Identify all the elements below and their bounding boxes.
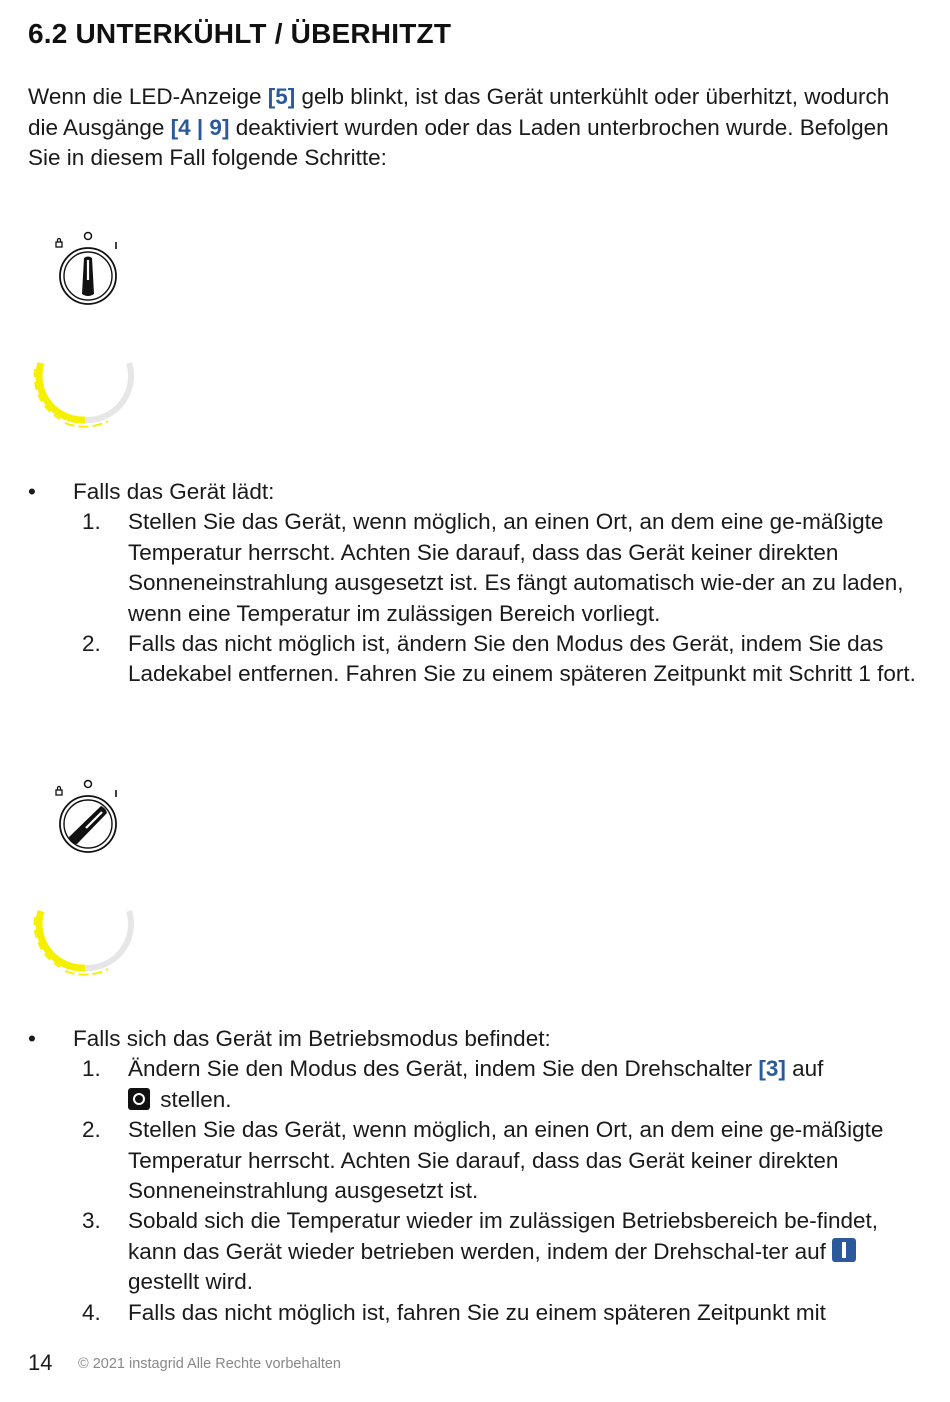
step-number: 1.	[82, 1056, 101, 1082]
reference-outputs: [4 | 9]	[170, 114, 230, 140]
step-text: Ändern Sie den Modus des Gerät, indem Sie den Drehschalter	[128, 1056, 759, 1082]
section-charging	[28, 477, 918, 690]
step-text: Falls das nicht möglich ist, fahren Sie zu einem späteren Zeitpunkt mit	[128, 1299, 826, 1325]
list-item	[28, 629, 918, 690]
bullet-dot: •	[28, 1026, 36, 1051]
step-text: Stellen Sie das Gerät, wenn möglich, an einen Ort, an dem eine ge-mäßigte Temperatur herrscht. Achten Sie darauf, dass das Gerät keiner direkten Sonneneinstrahlung ausgesetzt ist. Es fängt automatisch wie-der an zu laden, wenn eine Temperatur im zulässigen Bereich vorliegt.	[128, 509, 904, 626]
intro-text-1: Wenn die LED-Anzeige	[28, 84, 268, 109]
bullet-item	[28, 1024, 918, 1054]
intro-text-3: deaktiviert wurden oder das Laden unterbrochen wurde. Befolgen Sie in diesem Fall folgende Schritte:	[28, 114, 889, 170]
step-text: gestellt wird.	[128, 1269, 254, 1295]
step-number: 4.	[82, 1299, 101, 1325]
rotary-switch-diagonal-icon	[50, 776, 130, 856]
step-number: 1.	[82, 509, 101, 535]
step-text: Sobald sich die Temperatur wieder im zulässigen Betriebsbereich be-findet, kann das Gerät wieder betrieben werden, indem der Drehschal-ter auf	[128, 1208, 878, 1264]
page-footer	[28, 1350, 341, 1376]
step-text: Falls das nicht möglich ist, ändern Sie den Modus des Gerät, indem Sie das Ladekabel entfernen. Fahren Sie zu einem späteren Zeitpunkt mit Schritt 1 fort.	[128, 631, 916, 687]
step-number: 3.	[82, 1208, 101, 1234]
step-number: 2.	[82, 631, 101, 657]
step-text: stellen.	[154, 1086, 232, 1112]
bullet-title: Falls das Gerät lädt:	[73, 479, 275, 504]
intro-paragraph	[28, 82, 918, 174]
list-item	[28, 1054, 918, 1115]
section-heading: 6.2 UNTERKÜHLT / ÜBERHITZT	[28, 18, 452, 49]
steps-list	[28, 507, 918, 689]
page-number: 14	[28, 1350, 53, 1375]
reference-led: [5]	[267, 84, 296, 109]
bullet-title: Falls sich das Gerät im Betriebsmodus befindet:	[73, 1026, 551, 1051]
led-ring-yellow-blink-icon	[30, 355, 140, 435]
list-item	[28, 1298, 918, 1328]
rotary-switch-vertical-icon	[50, 228, 130, 308]
section-operating-mode	[28, 1024, 918, 1328]
step-number: 2.	[82, 1117, 101, 1143]
intro-text-2: gelb blinkt, ist das Gerät unterkühlt oder überhitzt, wodurch die Ausgänge	[28, 84, 890, 140]
step-text: Stellen Sie das Gerät, wenn möglich, an einen Ort, an dem eine ge-mäßigte Temperatur herrscht. Achten Sie darauf, dass das Gerät keiner direkten Sonneneinstrahlung ausgesetzt ist.	[128, 1117, 884, 1204]
list-item	[28, 1115, 918, 1206]
reference-rotary-switch: [3]	[758, 1056, 786, 1082]
list-item	[28, 507, 918, 629]
steps-list	[28, 1054, 918, 1328]
list-item	[28, 1206, 918, 1297]
copyright-notice: © 2021 instagrid Alle Rechte vorbehalten	[78, 1356, 341, 1372]
led-ring-yellow-blink-icon	[30, 903, 140, 983]
bullet-dot: •	[28, 479, 36, 504]
switch-on-icon	[832, 1238, 856, 1262]
switch-off-icon	[128, 1088, 150, 1110]
bullet-item	[28, 477, 918, 507]
step-text: auf	[785, 1056, 824, 1082]
